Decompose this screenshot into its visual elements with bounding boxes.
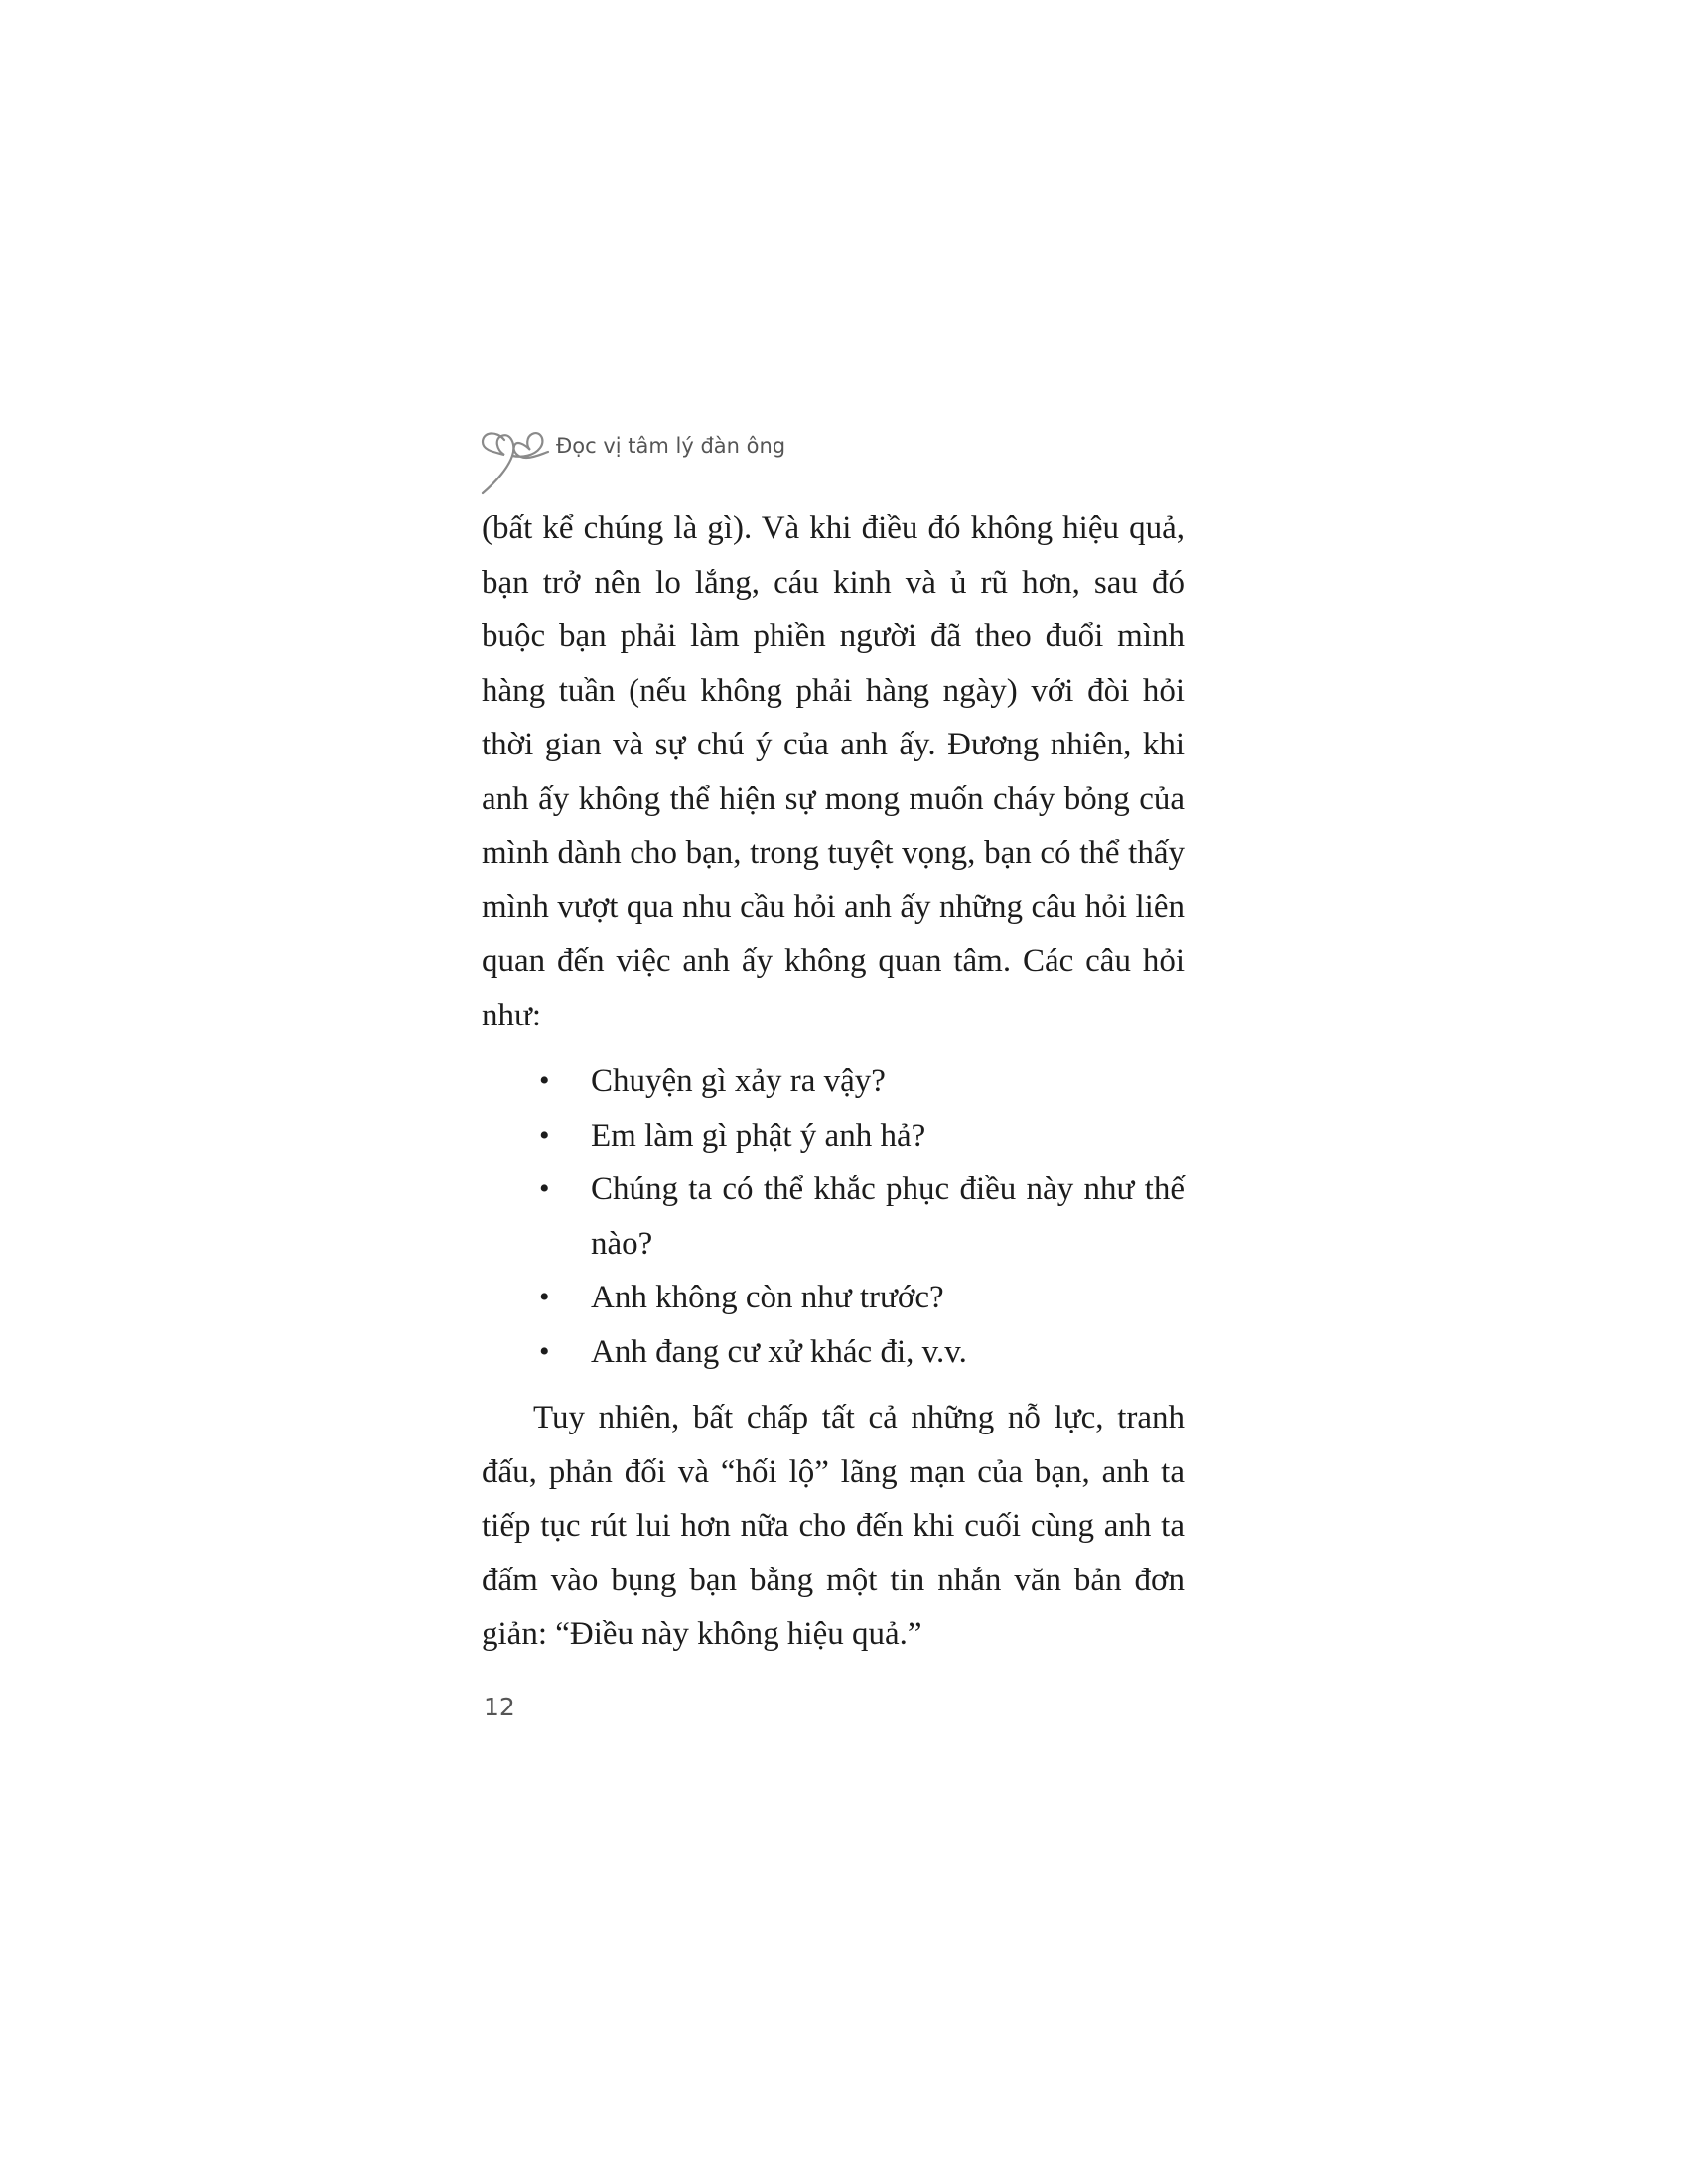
bullet-marker: • [539,1172,550,1205]
list-item-text: Chuyện gì xảy ra vậy? [591,1063,886,1099]
list-item-text: Chúng ta có thể khắc phục điều này như thế nào? [591,1171,1185,1262]
list-item [482,1109,1185,1163]
list-item-text: Anh không còn như trước? [591,1280,944,1315]
list-item [482,1325,1185,1380]
bullet-marker: • [539,1281,550,1313]
list-item-text: Em làm gì phật ý anh hả? [591,1117,926,1154]
bullet-list [482,1054,1185,1379]
page-number: 12 [484,1693,515,1721]
list-item [482,1054,1185,1109]
bullet-marker: • [539,1334,550,1368]
list-item [482,1271,1185,1325]
page-body [482,501,1185,1662]
paragraph: (bất kể chúng là gì). Và khi điều đó không hiệu quả, bạn trở nên lo lắng, cáu kinh và ủ rũ hơn, sau đó buộc bạn phải làm phiền người đã theo đuổi mình hàng tuần (nếu không phải hàng ngày) với đòi hỏi thời gian và sự chú ý của anh ấy. Đương nhiên, khi anh ấy không thể hiện sự mong muốn cháy bỏng của mình dành cho bạn, trong tuyệt vọng, bạn có thể thấy mình vượt qua nhu cầu hỏi anh ấy những câu hỏi liên quan đến việc anh ấy không quan tâm. Các câu hỏi như: [482,510,1185,1033]
bullet-marker: • [539,1064,550,1097]
bullet-marker: • [539,1118,550,1152]
list-item [482,1162,1185,1271]
running-header [475,422,971,501]
double-heart-icon [475,422,564,501]
list-item-text: Anh đang cư xử khác đi, v.v. [591,1333,967,1370]
paragraph: Tuy nhiên, bất chấp tất cả những nỗ lực, tranh đấu, phản đối và “hối lộ” lãng mạn của bạn, anh ta tiếp tục rút lui hơn nữa cho đến khi cuối cùng anh ta đấm vào bụng bạn bằng một tin nhắn văn bản đơn giản: “Điều này không hiệu quả.” [482,1400,1185,1652]
running-header-title: Đọc vị tâm lý đàn ông [556,434,786,458]
